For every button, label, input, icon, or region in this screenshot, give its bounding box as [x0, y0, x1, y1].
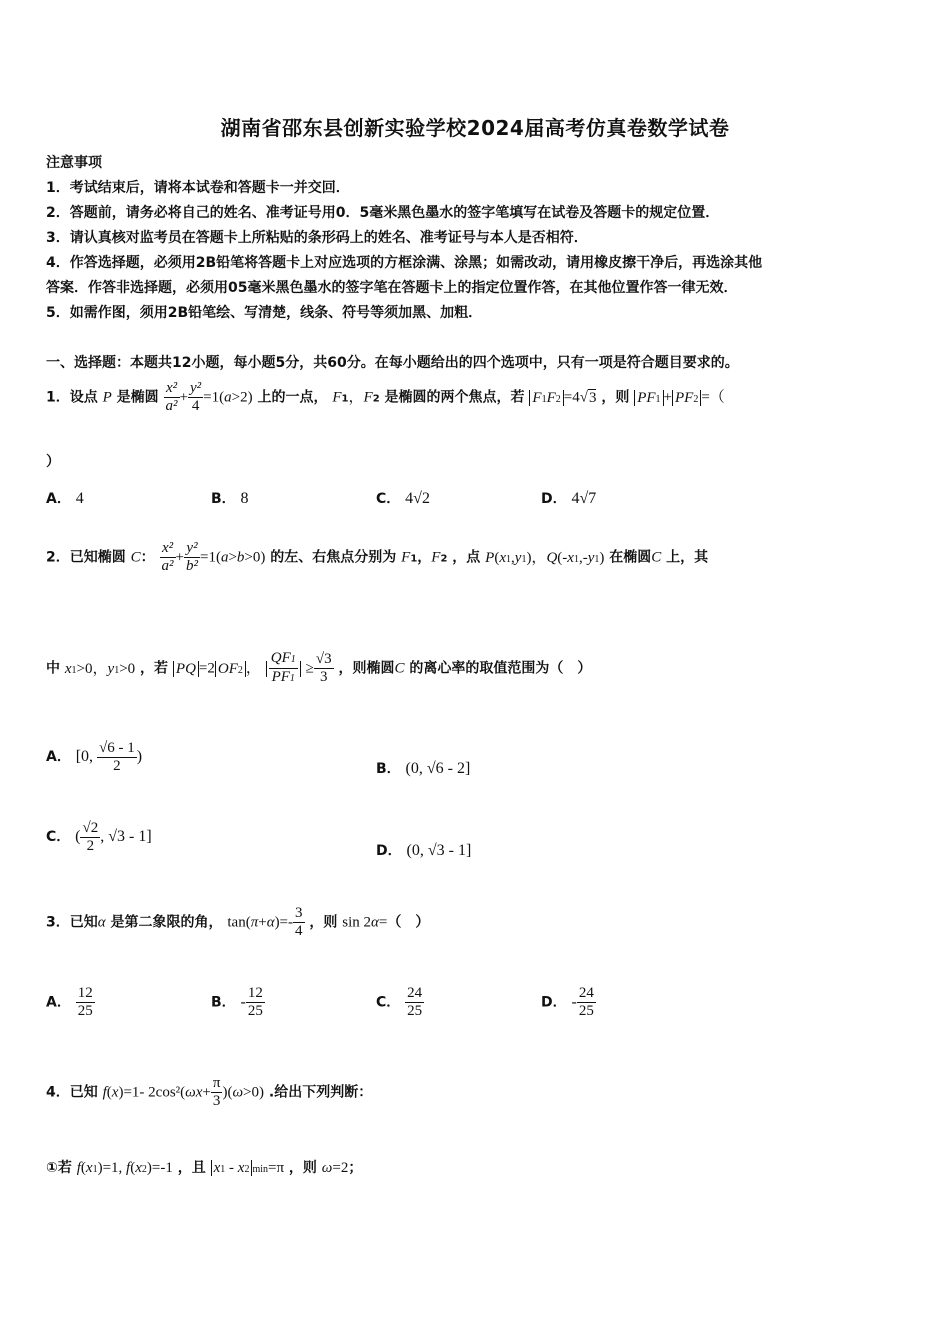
notice-item: 答案．作答非选择题，必须用05毫米黑色墨水的签字笔在答题卡上的指定位置作答，在其他位置作答一律无效． — [46, 280, 738, 296]
q1-option-a[interactable]: A． 4 — [46, 490, 84, 507]
q1-text: 1．设点 — [46, 389, 98, 406]
q3-option-a[interactable]: A． $\frac{12}{25}$ — [46, 985, 93, 1019]
notice-heading: 注意事项 — [46, 155, 102, 171]
notice-item: 5．如需作图，须用2B铅笔绘、写清楚，线条、符号等须加黑、加粗． — [46, 305, 483, 321]
q1-close: ） — [46, 454, 60, 470]
q1-option-c[interactable]: C． 4√2 — [376, 490, 430, 507]
question-2: 2．已知椭圆 C： $\frac{\text{x²}}{\text{a²}}$ + $\frac{\text{y²}}{\text{b²}}$ =1(a>b>0) 的左、右焦点分别为 F1，F2 ，点 P(x1,y1)，Q(-x1,-y1) 在椭圆C 上，其 — [46, 540, 709, 574]
question-4: 4．已知 f(x)=1- 2cos²(ωx+ $\frac{\pi}{3}$ )(ω>0) .给出下列判断： — [46, 1075, 373, 1109]
q2-option-c[interactable]: C． ( $\frac{√2}{2}$ , √3 - 1] — [46, 820, 152, 854]
q2-option-b[interactable]: B． (0, √6 - 2] — [376, 760, 471, 777]
q3-option-c[interactable]: C． $\frac{24}{25}$ — [376, 985, 423, 1019]
q1-option-d[interactable]: D． 4√7 — [541, 490, 597, 507]
q1-formula: $\frac{\text{x²}}{\text{a²}}$ — [165, 380, 178, 414]
notice-item: 1．考试结束后，请将本试卷和答题卡一并交回． — [46, 180, 350, 196]
notice-item: 2．答题前，请务必将自己的姓名、准考证号用0．5毫米黑色墨水的签字笔填写在试卷及答题卡的规定位置． — [46, 205, 720, 221]
q2-option-a[interactable]: A． [0, $\frac{√6 - 1}{2}$ ) — [46, 740, 143, 774]
q3-option-d[interactable]: D． - $\frac{24}{25}$ — [541, 985, 594, 1019]
q2-option-d[interactable]: D． (0, √3 - 1] — [376, 842, 472, 859]
notice-item: 4．作答选择题，必须用2B铅笔将答题卡上对应选项的方框涂满、涂黑；如需改动，请用橡皮擦干净后，再选涂其他 — [46, 255, 763, 271]
question-3: 3．已知α 是第二象限的角， tan(π+α)=- $\frac{3}{4}$ ，则 sin 2α=（ ） — [46, 905, 430, 939]
section-heading: 一、选择题：本题共12小题，每小题5分，共60分。在每小题给出的四个选项中，只有一项是符合题目要求的。 — [46, 355, 739, 371]
page-title: 湖南省邵东县创新实验学校2024届高考仿真卷数学试卷 — [220, 116, 730, 140]
q3-option-b[interactable]: B． - $\frac{12}{25}$ — [211, 985, 263, 1019]
q1-option-b[interactable]: B． 8 — [211, 490, 249, 507]
notice-item: 3．请认真核对监考员在答题卡上所粘贴的条形码上的姓名、准考证号与本人是否相符． — [46, 230, 588, 246]
question-1: 1．设点 P 是椭圆 $\frac{\text{x²}}{\text{a²}}$ + $\frac{\text{y²}}{4}$ =1(a>2) 上的一点， F1，F2 是椭圆的两个焦点，若 F1F2 =4√3 ，则 PF1 + PF2 =（ — [46, 380, 725, 414]
q4-judgement-1: ①若 f(x1)=1, f(x2)=-1 ，且 x1 - x2 min=π ，则 ω=2； — [46, 1160, 363, 1176]
q2-condition: 中 x1>0，y1>0 ，若 PQ =2 OF2 ， $\frac{QF1}{PF1}$ ≥ $\frac{√3}{3}$ ，则椭圆C 的离心率的取值范围为（ ） — [46, 650, 592, 685]
